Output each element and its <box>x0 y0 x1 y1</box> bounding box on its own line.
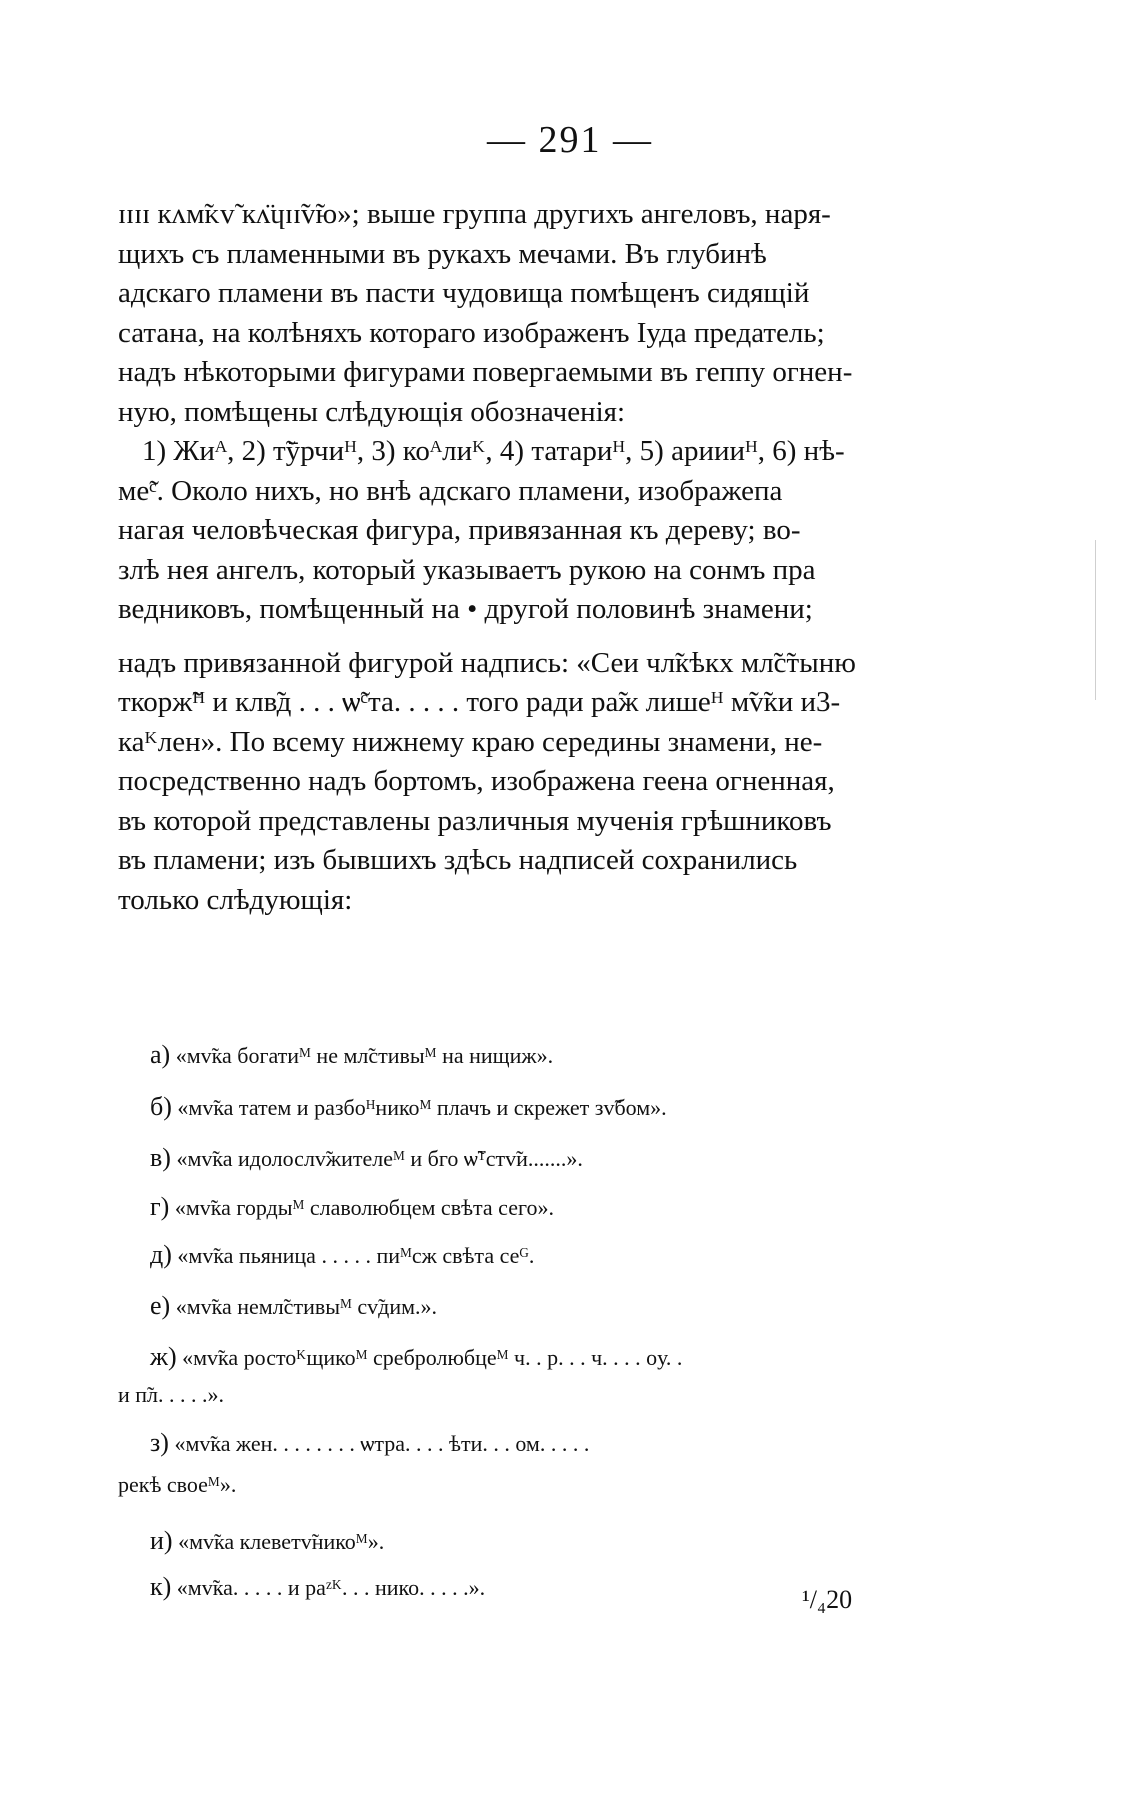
text-line: ме̃ᶜ. Около нихъ, но внѣ адскаго пламени, изображепа <box>118 474 783 507</box>
list-item <box>150 1428 589 1458</box>
text-line: надъ нѣкоторыми фигурами повергаемыми въ геппу огнен- <box>118 356 853 388</box>
list-item <box>150 1192 554 1222</box>
text-line: ведниковъ, помѣщенный на • другой половинѣ знамени; <box>118 593 813 625</box>
list-item-label: г) <box>150 1192 170 1221</box>
list-item-text: «мᴠ̃ка жен. . . . . . . . ѡтра. . . . ѣти. . . ом. . . . . <box>174 1431 590 1456</box>
text-line: ную, помѣщены слѣдующія обозначенія: <box>118 395 626 428</box>
text-line: щихъ съ пламенными въ рукахъ мечами. Въ глубинѣ <box>118 237 767 270</box>
text-line: каᴷлен». По всему нижнему краю середины знамени, не- <box>118 725 823 758</box>
text-line: нагая человѣческая фигура, привязанная къ дереву; во- <box>118 514 801 546</box>
list-item-text: «мᴠ̃ка гордыᴹ славолюбцем свѣта сего». <box>174 1195 554 1220</box>
list-item <box>150 1040 553 1070</box>
list-item-text: «мᴠ̃ка богатиᴹ не мл̃стивыᴹ на нищиж». <box>175 1043 554 1068</box>
text-line: ɪɪɪɪ кʌᴍ̃ᴋᴠ̃ кʌ̈ɥɪɪ̃ᴠ̃ю»; выше группа другихъ ангеловъ, наря- <box>118 198 831 230</box>
text-line: сатана, на колѣняхъ котораго изображенъ Іуда предатель; <box>118 316 825 349</box>
text-line: 1) Жиᴬ, 2) т̃ӯрчиᴴ, 3) коᴬлиᴷ, 4) татариᴴ, 5) ариииᴴ, 6) нѣ- <box>142 435 845 467</box>
list-item-label: д) <box>150 1240 172 1269</box>
text-line: надъ привязанной фигурой надпись: «Сеи чл̃кѣкх мл̃с̃тыню <box>118 646 856 679</box>
list-item-text: и п̃л. . . . .». <box>118 1382 225 1407</box>
list-item <box>150 1240 534 1270</box>
list-item-text: рекѣ своеᴹ». <box>118 1472 237 1497</box>
text-line: злѣ нея ангелъ, который указываетъ рукою на сонмъ пра <box>118 553 816 586</box>
signature-mark: ¹/₄20 <box>802 1585 853 1614</box>
list-item <box>150 1143 583 1173</box>
text-line: посредственно надъ бортомъ, изображена геена огненная, <box>118 765 835 797</box>
margin-scan-line <box>1095 540 1096 700</box>
list-item-label: и) <box>150 1526 173 1555</box>
list-item <box>150 1526 384 1556</box>
text-line: только слѣдующія: <box>118 883 353 916</box>
list-item-text: «мᴠ̃ка идолослᴠ̃жителеᴹ и бго ѡ̃ᵀстᴠ̃и.......». <box>176 1146 583 1171</box>
list-item-label: б) <box>150 1092 172 1121</box>
list-item-text: «мᴠ̃ка пьяница . . . . . пиᴹсж свѣта сеᴳ. <box>177 1243 535 1268</box>
list-item <box>150 1092 667 1122</box>
text-line: ткорж̃ᴴ и клв̃д . . . ѡ̃ᶜта. . . . . того ради ра̃ж лишеᴴ м̃ᴠ̃ки и3- <box>118 686 841 718</box>
list-item <box>150 1291 437 1321</box>
page-number-header: — 291 — <box>487 119 653 161</box>
list-item-label: е) <box>150 1291 171 1320</box>
list-item-text: «мᴠ̃ка клеветᴠ̃никоᴹ». <box>178 1529 385 1554</box>
list-item-continuation <box>118 1382 224 1408</box>
list-item-continuation <box>118 1472 236 1498</box>
text-line: въ пламени; изъ бывшихъ здѣсь надписей сохранились <box>118 844 798 876</box>
list-item-text: «мᴠ̃ка. . . . . и раᶻᴷ. . . нико. . . . .». <box>176 1575 486 1600</box>
list-item-text: «мᴠ̃ка ростоᴷщикоᴹ сребролюбцеᴹ ч. . р. . . ч. . . . ᴏу. . <box>182 1345 683 1370</box>
list-item <box>150 1572 485 1602</box>
list-item-text: «мᴠ̃ка татем и разбоᴴникоᴹ плачъ и скрежет зᴠ̃бом». <box>177 1095 667 1120</box>
list-item <box>150 1342 682 1372</box>
list-item-label: в) <box>150 1143 171 1172</box>
list-item-text: «мᴠ̃ка немл̃стивыᴹ сᴠ̃дим.». <box>175 1294 438 1319</box>
list-item-label: ж) <box>150 1342 177 1371</box>
text-line: адскаго пламени въ пасти чудовища помѣщенъ сидящій <box>118 277 810 309</box>
list-item-label: а) <box>150 1040 171 1069</box>
list-item-label: з) <box>150 1428 169 1457</box>
text-line: въ которой представлены различныя мученія грѣшниковъ <box>118 804 832 837</box>
body-text <box>118 195 928 920</box>
list-item-label: к) <box>150 1572 172 1601</box>
